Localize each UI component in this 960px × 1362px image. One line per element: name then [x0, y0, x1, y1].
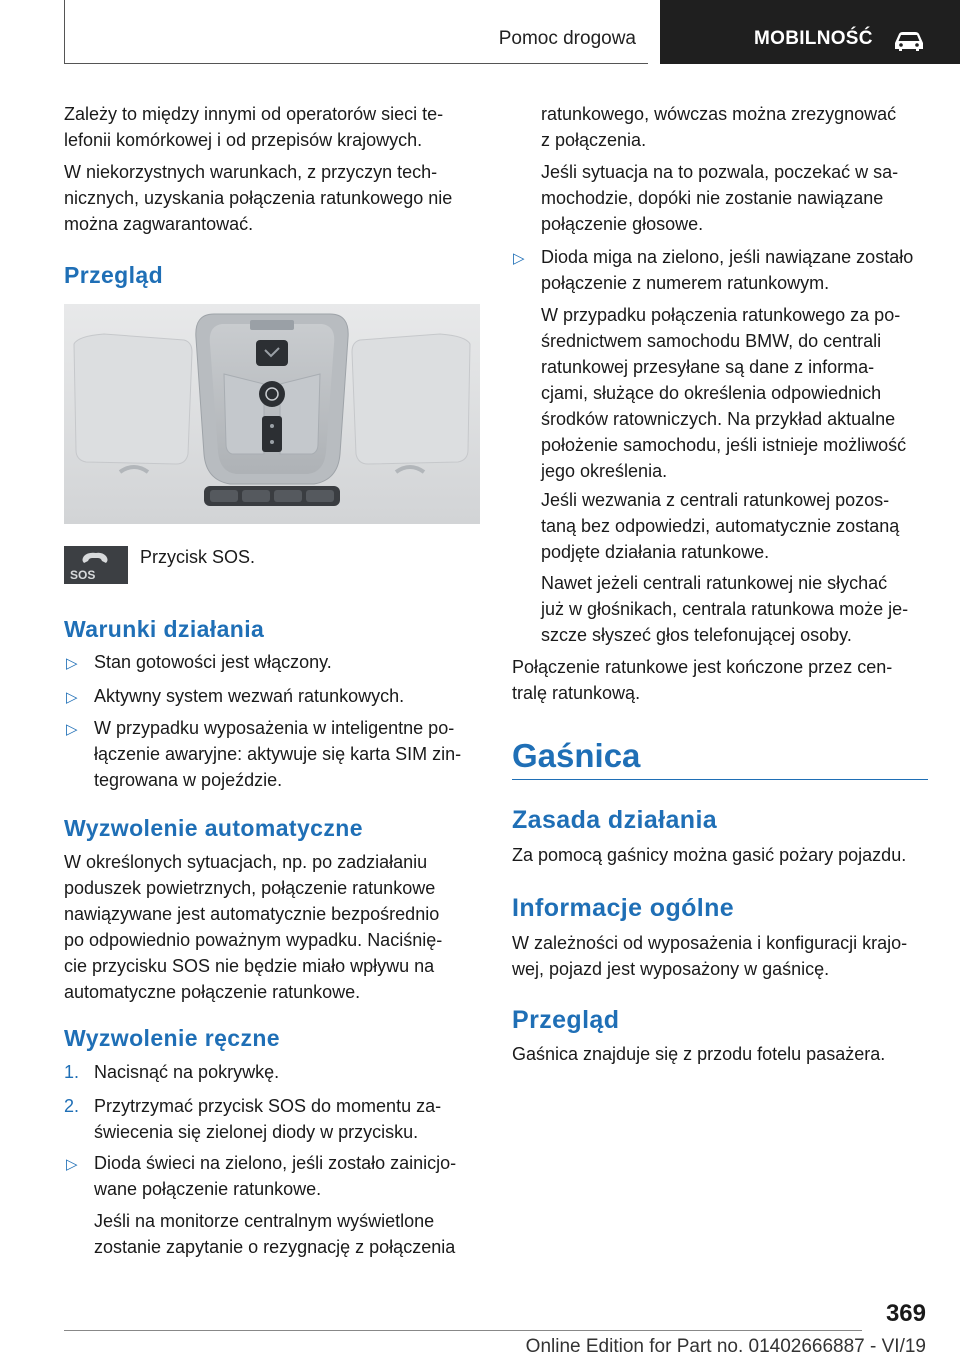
triangle-right-icon: ▷	[66, 689, 78, 706]
step-number: 2.	[64, 1096, 80, 1116]
triangle-right-icon: ▷	[66, 721, 78, 738]
header-section-title: Pomoc drogowa	[498, 28, 636, 49]
list-item: średnictwem samochodu BMW, do centrali	[541, 331, 882, 351]
sos-icon-label: SOS	[70, 568, 96, 582]
general-paragraph-line: wej, pojazd jest wyposażony w gaśnicę.	[512, 959, 830, 979]
principle-paragraph: Za pomocą gaśnicy można gasić pożary pojazdu.	[512, 845, 907, 865]
list-item: świecenia się zielonej diody w przycisku.	[94, 1122, 419, 1142]
list-item: zostanie zapytanie o rezygnację z połączenia	[94, 1237, 456, 1257]
end-paragraph-line: Połączenie ratunkowe jest kończone przez cen-	[512, 657, 893, 677]
list-item: cjami, służące do określenia odpowiednich	[541, 383, 882, 403]
section-heading-overview-2: Przegląd	[512, 1006, 620, 1034]
header-left-rule	[64, 0, 65, 64]
intro-paragraph-line: W niekorzystnych warunkach, z przyczyn tech-	[64, 162, 438, 182]
auto-paragraph-line: cie przycisku SOS nie będzie miało wpływu na	[64, 956, 435, 976]
section-heading-auto: Wyzwolenie automatyczne	[64, 815, 363, 841]
footer-rule	[64, 1330, 862, 1331]
intro-paragraph-line: można zagwarantować.	[64, 214, 254, 234]
step-number: 1.	[64, 1062, 80, 1082]
triangle-right-icon: ▷	[66, 1156, 78, 1173]
list-item: Aktywny system wezwań ratunkowych.	[94, 686, 405, 706]
general-paragraph-line: W zależności od wyposażenia i konfiguracji krajo-	[512, 933, 908, 953]
section-heading-conditions: Warunki działania	[64, 616, 265, 642]
list-item: taną bez odpowiedzi, automatycznie zostaną	[541, 516, 900, 536]
intro-paragraph-line: nicznych, uzyskania połączenia ratunkowego nie	[64, 188, 453, 208]
end-paragraph-line: tralę ratunkową.	[512, 683, 641, 703]
list-item: położenie samochodu, jeśli istnieje możliwość	[541, 435, 907, 455]
sos-caption: Przycisk SOS.	[140, 547, 256, 567]
triangle-right-icon: ▷	[66, 655, 78, 672]
section-heading-overview: Przegląd	[64, 262, 164, 288]
list-item: ratunkowej przesyłane są dane z informa-	[541, 357, 875, 377]
list-item: Jeśli na monitorze centralnym wyświetlone	[94, 1211, 435, 1231]
list-item: już w głośnikach, centrala ratunkowa może je-	[541, 599, 909, 619]
sos-button-icon	[64, 546, 128, 584]
header-bottom-rule	[64, 63, 648, 64]
intro-paragraph-line: lefonii komórkowej i od przepisów krajowych.	[64, 130, 423, 150]
overview-paragraph: Gaśnica znajduje się z przodu fotelu pasażera.	[512, 1044, 886, 1064]
auto-paragraph-line: automatyczne połączenie ratunkowe.	[64, 982, 361, 1002]
list-item: wane połączenie ratunkowe.	[94, 1179, 322, 1199]
list-item: tegrowana w pojeździe.	[94, 770, 283, 790]
triangle-right-icon: ▷	[513, 250, 525, 267]
page-number: 369	[885, 1300, 926, 1327]
section-heading-general: Informacje ogólne	[512, 894, 735, 922]
auto-paragraph-line: poduszek powietrznych, połączenie ratunkowe	[64, 878, 436, 898]
list-item: środków ratowniczych. Na przykład aktualne	[541, 409, 896, 429]
auto-paragraph-line: nawiązywane jest automatycznie bezpośrednio	[64, 904, 440, 924]
list-item: Dioda miga na zielono, jeśli nawiązane zostało	[541, 247, 914, 267]
list-item: W przypadku połączenia ratunkowego za po-	[541, 305, 901, 325]
heading-underline	[512, 779, 928, 780]
intro-paragraph-line: Zależy to między innymi od operatorów sieci te-	[64, 104, 444, 124]
list-item: Stan gotowości jest włączony.	[94, 652, 332, 672]
header-chapter-tab	[660, 0, 960, 64]
list-item: jego określenia.	[541, 461, 668, 481]
list-item: Nawet jeżeli centrali ratunkowej nie słychać	[541, 573, 888, 593]
header-chapter-label: MOBILNOŚĆ	[754, 28, 873, 49]
auto-paragraph-line: W określonych sytuacjach, np. po zadziałaniu	[64, 852, 428, 872]
chapter-heading-extinguisher: Gaśnica	[512, 737, 641, 774]
list-item: z połączenia.	[541, 130, 647, 150]
section-heading-principle: Zasada działania	[512, 806, 718, 834]
list-item: podjęte działania ratunkowe.	[541, 542, 770, 562]
list-item: Nacisnąć na pokrywkę.	[94, 1062, 280, 1082]
list-item: łączenie awaryjne: aktywuje się karta SIM zin-	[94, 744, 462, 764]
overhead-sos-console-image	[64, 304, 480, 524]
list-item: Dioda świeci na zielono, jeśli zostało zainicjo-	[94, 1153, 457, 1173]
auto-paragraph-line: po odpowiednio poważnym wypadku. Naciśnię-	[64, 930, 443, 950]
section-heading-manual: Wyzwolenie ręczne	[64, 1025, 281, 1051]
list-item: ratunkowego, wówczas można zrezygnować	[541, 104, 897, 124]
footer-edition: Online Edition for Part no. 01402666887 - VI/19	[525, 1336, 926, 1357]
list-item: Jeśli sytuacja na to pozwala, poczekać w sa-	[541, 162, 899, 182]
list-item: szcze słyszeć głos telefonującej osoby.	[541, 625, 852, 645]
list-item: mochodzie, dopóki nie zostanie nawiązane	[541, 188, 884, 208]
list-item: Przytrzymać przycisk SOS do momentu za-	[94, 1096, 442, 1116]
list-item: W przypadku wyposażenia w inteligentne po-	[94, 718, 455, 738]
car-icon	[892, 30, 926, 52]
list-item: połączenie głosowe.	[541, 214, 704, 234]
list-item: połączenie z numerem ratunkowym.	[541, 273, 830, 293]
list-item: Jeśli wezwania z centrali ratunkowej pozos-	[541, 490, 890, 510]
